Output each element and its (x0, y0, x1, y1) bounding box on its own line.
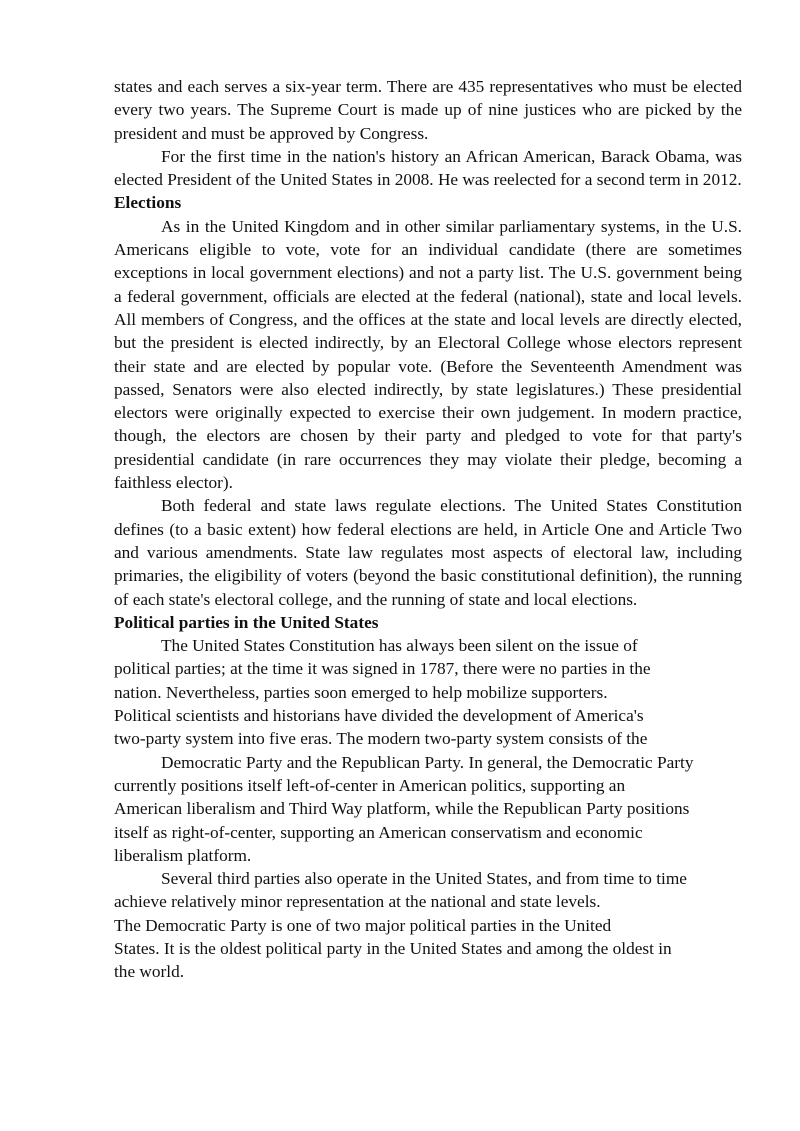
parties-text-block (114, 634, 742, 983)
parties-line: Several third parties also operate in the United States, and from time to time (161, 869, 687, 889)
parties-line: currently positions itself left-of-center in American politics, supporting an (114, 775, 626, 795)
parties-line: Political scientists and historians have divided the development of America's (114, 706, 644, 726)
parties-line: States. It is the oldest political party in the United States and among the oldest in (114, 938, 672, 958)
parties-line: itself as right-of-center, supporting an American conservatism and economic (114, 822, 643, 842)
parties-line: political parties; at the time it was signed in 1787, there were no parties in the (114, 659, 651, 679)
parties-line: liberalism platform. (114, 845, 252, 865)
parties-line: achieve relatively minor representation at the national and state levels. (114, 892, 601, 912)
parties-line: American liberalism and Third Way platform, while the Republican Party positions (114, 799, 690, 819)
elections-paragraph-1: As in the United Kingdom and in other similar parliamentary systems, in the U.S. Americans eligible to vote, vote for an individual candidate (there are sometimes exceptions in local government elections) and not a party list. The U.S. government being a federal government, officials are elected at the federal (national), state and local levels. All members of Congress, and the offices at the state and local levels are directly elected, but the president is elected indirectly, by an Electoral College whose electors represent their state and are elected by popular vote. (Before the Seventeenth Amendment was passed, Senators were also elected indirectly, by state legislatures.) These presidential electors were originally expected to exercise their own judgement. In modern practice, though, the electors are chosen by their party and pledged to vote for that party's presidential candidate (in rare occurrences they may violate their pledge, becoming a faithless elector). (114, 216, 742, 493)
parties-line: nation. Nevertheless, parties soon emerged to help mobilize supporters. (114, 682, 608, 702)
intro-paragraph-2: For the first time in the nation's history an African American, Barack Obama, was elected President of the United States in 2008. He was reelected for a second term in 2012. (114, 146, 742, 190)
document-body (114, 75, 742, 984)
parties-line: the world. (114, 962, 185, 982)
parties-line: two-party system into five eras. The modern two-party system consists of the (114, 729, 648, 749)
intro-paragraph-1: states and each serves a six-year term. There are 435 representatives who must be elected every two years. The Supreme Court is made up of nine justices who are picked by the president and must be approved by Congress. (114, 77, 742, 143)
parties-heading: Political parties in the United States (114, 612, 379, 632)
elections-paragraph-2: Both federal and state laws regulate elections. The United States Constitution defines (to a basic extent) how federal elections are held, in Article One and Article Two and various amendments. State law regulates most aspects of electoral law, including primaries, the eligibility of voters (beyond the basic constitutional definition), the running of each state's electoral college, and the running of state and local elections. (114, 496, 742, 609)
parties-line: The Democratic Party is one of two major political parties in the United (114, 915, 612, 935)
parties-line: The United States Constitution has always been silent on the issue of (161, 636, 638, 656)
parties-line: Democratic Party and the Republican Party. In general, the Democratic Party (161, 752, 694, 772)
elections-heading: Elections (114, 193, 182, 213)
